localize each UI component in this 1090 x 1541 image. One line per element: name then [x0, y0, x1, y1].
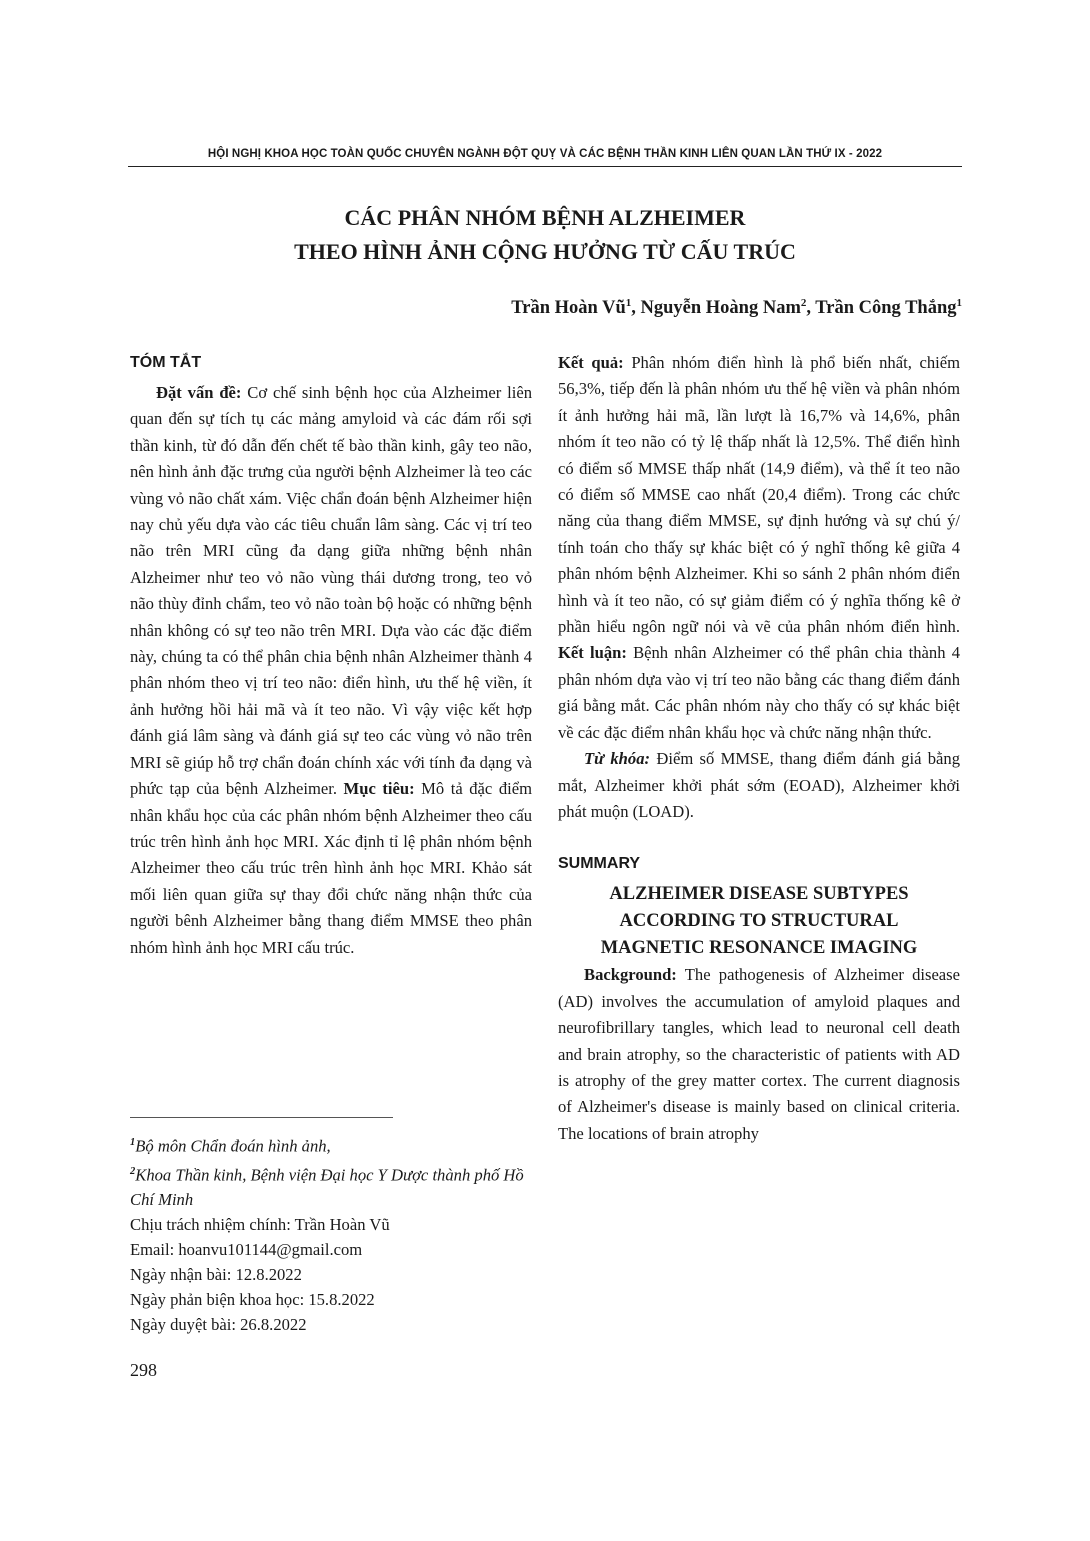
conclusion-label: Kết luận: [558, 643, 627, 663]
contact-email: Email: hoanvu101144@gmail.com [130, 1240, 363, 1260]
title-line-2: THEO HÌNH ẢNH CỘNG HƯỞNG TỪ CẤU TRÚC [294, 239, 796, 264]
author-name: Nguyễn Hoàng Nam [640, 298, 801, 319]
affiliation-marker: 1 [625, 297, 632, 309]
summary-background-label: Background: [584, 965, 677, 985]
summary-paragraph [558, 962, 960, 1147]
objective-text: Mô tả đặc điểm nhân khẩu học của các phân nhóm bệnh Alzheimer theo cấu trúc trên hình ảnh học MRI. Xác định tỉ lệ phân nhóm bệnh Alzheimer theo cấu trúc trên hình ảnh học MRI. Khảo sát mối liên quan giữa sự thay đổi chức năng nhận thức của người bênh Alzheimer bằng thang điểm MMSE theo phân nhóm hình ảnh học MRI cấu trúc. [130, 779, 532, 957]
keywords-text: Điểm số MMSE, thang điểm đánh giá bằng mắt, Alzheimer khởi phát sớm (EOAD), Alzheimer khởi phát muộn (LOAD). [558, 749, 960, 821]
right-column [558, 350, 960, 1147]
results-label: Kết quả: [558, 353, 624, 372]
title-line-1: CÁC PHÂN NHÓM BỆNH ALZHEIMER [344, 205, 746, 230]
affiliation-marker: 1 [956, 297, 962, 309]
author-list [511, 297, 962, 319]
summary-background-text: The pathogenesis of Alzheimer disease (AD) involves the accumulation of amyloid plaques and neurofibrillary tangles, which lead to neuronal cell death and brain atrophy, so the characteristic of patients with AD is atrophy of the grey matter cortex. The current diagnosis of Alzheimer's disease is mainly based on clinical criteria. The locations of brain atrophy [558, 965, 960, 1143]
page-number: 298 [130, 1360, 157, 1380]
date-reviewed: Ngày phản biện khoa học: 15.8.2022 [130, 1290, 375, 1310]
author-separator: , [631, 298, 641, 319]
background-text: Cơ chế sinh bệnh học của Alzheimer liên quan đến sự tích tụ các mảng amyloid và các đám rối sợi thần kinh, từ đó dẫn đến chết tế bào thần kinh, gây teo não, nên hình ảnh đặc trưng của người bệnh Alzheimer là teo các vùng vỏ não chất xám. Việc chẩn đoán bệnh Alzheimer hiện nay chủ yếu dựa vào các tiêu chuẩn lâm sàng. Các vị trí teo não trên MRI cũng đa dạng giữa những bệnh nhân Alzheimer như teo vỏ não vùng thái dương trong, teo vỏ não thùy đỉnh chẩm, teo vỏ não toàn bộ hoặc có những bệnh nhân không có sự teo não trên MRI. Dựa vào các đặc điểm này, chúng ta có thể phân chia bệnh nhân Alzheimer thành 4 phân nhóm theo vị trí teo não: điển hình, ưu thế hệ viền, ít ảnh hưởng hồi hải mã và ít teo não. Vì vậy việc kết hợp đánh giá lâm sàng và đánh giá sự teo các vùng vỏ não trên MRI sẽ giúp hỗ trợ chẩn đoán chính xác với tính đa dạng và phức tạp của bệnh Alzheimer. [130, 383, 532, 799]
affiliation-1-text: Bộ môn Chẩn đoán hình ảnh, [135, 1136, 331, 1156]
english-title-line-3: MAGNETIC RESONANCE IMAGING [600, 938, 918, 959]
date-accepted: Ngày duyệt bài: 26.8.2022 [130, 1315, 307, 1335]
english-title-line-1: ALZHEIMER DISEASE SUBTYPES [609, 884, 909, 905]
left-column [130, 350, 532, 961]
conclusion-text: Bệnh nhân Alzheimer có thể phân chia thành 4 phân nhóm dựa vào vị trí teo não bằng các thang điểm đánh giá bằng mắt. Các phân nhóm này cho thấy có sự khác biệt về các đặc điểm nhân khẩu học và chức năng nhận thức. [558, 643, 960, 742]
keywords-label: Từ khóa: [584, 749, 651, 769]
affiliation-2-marker: 2 [130, 1165, 136, 1177]
results-text: Phân nhóm điển hình là phổ biến nhất, chiếm 56,3%, tiếp đến là phân nhóm ưu thế hệ viền và phân nhóm ít ảnh hưởng hải mã, lần lượt là 16,7% và 14,6%, phân nhóm ít teo não có tỷ lệ thấp nhất là 12,5%. Thể điển hình có điểm số MMSE thấp nhất (14,9 điểm), và thể ít teo não có điểm số MMSE cao nhất (20,4 điểm). Trong các chức năng của thang điểm MMSE, sự định hướng và sự chú ý/ tính toán cho thấy sự khác biệt có ý nghĩ thống kê giữa 4 phân nhóm bệnh Alzheimer. Khi so sánh 2 phân nhóm điển hình và ít teo não, có sự giảm điểm có ý nghĩa thống kê ở phần hiểu ngôn ngữ nói và vẽ của phân nhóm điển hình. [558, 353, 960, 637]
paper-title [128, 201, 962, 269]
footnote-divider [130, 1117, 393, 1118]
affiliation-2 [130, 1159, 532, 1213]
affiliation-marker: 2 [800, 297, 807, 309]
section-heading-summary: SUMMARY [558, 855, 641, 873]
abstract-paragraph [130, 380, 532, 961]
header-divider [128, 166, 962, 167]
running-header: HỘI NGHỊ KHOA HỌC TOÀN QUỐC CHUYÊN NGÀNH ĐỘT QUỴ VÀ CÁC BỆNH THẦN KINH LIÊN QUAN LẦN THỨ IX - 2022 [207, 148, 883, 160]
affiliation-1 [130, 1130, 532, 1159]
author-name: Trần Công Thắng [815, 298, 957, 319]
author-name: Trần Hoàn Vũ [511, 298, 626, 319]
results-paragraph [558, 350, 960, 746]
english-title-line-2: ACCORDING TO STRUCTURAL [619, 911, 899, 932]
background-label: Đặt vấn đề: [156, 383, 242, 402]
date-received: Ngày nhận bài: 12.8.2022 [130, 1265, 302, 1285]
responsible-author: Chịu trách nhiệm chính: Trần Hoàn Vũ [130, 1215, 390, 1235]
english-title [558, 881, 960, 962]
author-separator: , [806, 298, 816, 319]
objective-label: Mục tiêu: [343, 779, 415, 799]
affiliation-2-text: Khoa Thần kinh, Bệnh viện Đại học Y Dược thành phố Hồ Chí Minh [130, 1165, 524, 1210]
footnotes [130, 1130, 532, 1337]
affiliation-1-marker: 1 [130, 1137, 136, 1148]
section-heading-abstract: TÓM TẮT [130, 354, 202, 371]
keywords-paragraph [558, 746, 960, 825]
